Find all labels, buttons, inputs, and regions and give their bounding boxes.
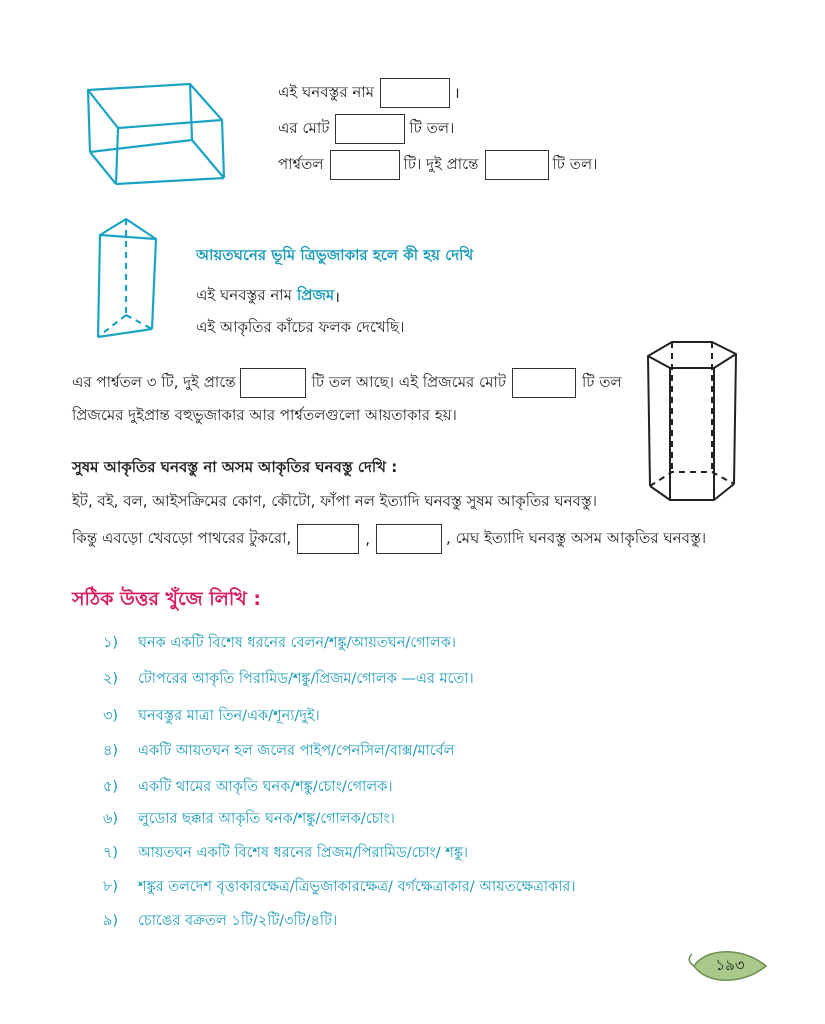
cuboid-side-mid: টি। দুই প্রান্তে (403, 154, 479, 173)
regular-heading: সুষম আকৃতির ঘনবস্তু না অসম আকৃতির ঘনবস্তু দেখি : (72, 458, 398, 476)
cuboid-side-line (278, 150, 598, 180)
prism-heading: আয়তঘনের ভূমি ত্রিভুজাকার হলে কী হয় দেখি (196, 246, 474, 264)
question-5 (103, 776, 393, 800)
question-1 (103, 632, 456, 656)
question-number: ৩) (103, 708, 119, 724)
hexagonal-prism-illustration (640, 336, 745, 516)
irregular-answer-box-1[interactable] (297, 524, 359, 554)
cuboid-total-line (278, 114, 454, 144)
irregular-suffix: , মেঘ ইত্যাদি ঘনবস্তু অসম আকৃতির ঘনবস্তু। (446, 528, 707, 547)
prism-name-label: এই ঘনবস্তুর নাম (196, 286, 292, 304)
cuboid-total-answer-box[interactable] (335, 114, 405, 144)
question-4 (103, 740, 455, 764)
prism-ends-answer-box[interactable] (240, 368, 306, 398)
question-number: ৬) (103, 811, 119, 827)
cuboid-side-suffix: টি তল। (552, 154, 598, 173)
prism-name-value: প্রিজম (297, 286, 335, 304)
question-text: ঘনবস্তুর মাত্রা তিন/এক/শূন্য/দুই। (138, 708, 320, 724)
cuboid-ends-answer-box[interactable] (485, 150, 549, 180)
question-text: টোপরের আকৃতি পিরামিড/শঙ্কু/প্রিজম/গোলক —এর মতো। (138, 671, 474, 687)
cuboid-name-label: এই ঘনবস্তুর নাম (278, 82, 374, 101)
question-6 (103, 808, 395, 832)
irregular-line (72, 524, 706, 554)
regular-line: ইট, বই, বল, আইসক্রিমের কোণ, কৌটো, ফাঁপা নল ইত্যাদি ঘনবস্তু সুষম আকৃতির ঘনবস্তু। (72, 492, 598, 510)
question-9 (103, 910, 337, 934)
prism-name-suffix: । (334, 287, 340, 306)
cuboid-side-answer-box[interactable] (330, 150, 400, 180)
cuboid-total-label: এর মোট (278, 118, 330, 137)
question-text: একটি থামের আকৃতি ঘনক/শঙ্কু/চোং/গোলক। (138, 779, 393, 795)
triangular-prism-illustration (90, 215, 170, 345)
prism-faces-label: এর পার্শ্বতল ৩ টি, দুই প্রান্তে (72, 372, 236, 391)
irregular-comma: , (365, 530, 371, 548)
cuboid-side-label: পার্শ্বতল (278, 154, 324, 173)
question-number: ৯) (103, 913, 119, 929)
answers-heading: সঠিক উত্তর খুঁজে লিখি : (72, 588, 261, 610)
question-3 (103, 705, 320, 729)
prism-faces-suffix: টি তল (582, 372, 622, 391)
question-number: ৫) (103, 779, 119, 795)
question-number: ১) (103, 635, 119, 651)
irregular-label: কিন্তু এবড়ো খেবড়ো পাথরের টুকরো, (72, 528, 292, 547)
prism-name-line (196, 284, 340, 309)
question-text: ঘনক একটি বিশেষ ধরনের বেলন/শঙ্কু/আয়তঘন/গোলক। (138, 635, 456, 651)
prism-total-answer-box[interactable] (512, 368, 576, 398)
prism-polygon-line: প্রিজমের দুইপ্রান্ত বহুভুজাকার আর পার্শ্বতলগুলো আয়তাকার হয়। (72, 406, 457, 424)
question-text: একটি আয়তঘন হল জলের পাইপ/পেনসিল/বাক্স/মার্বেল (138, 743, 455, 759)
cuboid-total-suffix: টি তল। (409, 118, 455, 137)
question-number: ৭) (103, 845, 119, 861)
question-number: ৮) (103, 879, 119, 895)
cuboid-name-answer-box[interactable] (380, 78, 450, 108)
question-2 (103, 668, 474, 692)
prism-glass-line: এই আকৃতির কাঁচের ফলক দেখেছি। (196, 318, 405, 336)
question-number: ২) (103, 671, 119, 687)
question-text: চোঙের বক্রতল ১টি/২টি/৩টি/৪টি। (138, 913, 338, 929)
cuboid-name-suffix: । (454, 84, 460, 102)
cuboid-illustration (80, 80, 240, 190)
question-number: ৪) (103, 743, 119, 759)
prism-faces-line (72, 368, 622, 398)
question-8 (103, 876, 576, 900)
page-number: ১৯৩ (715, 956, 745, 974)
question-text: লুডোর ছক্কার আকৃতি ঘনক/শঙ্কু/গোলক/চোং। (138, 811, 395, 827)
prism-faces-mid: টি তল আছে। এই প্রিজমের মোট (311, 372, 506, 391)
irregular-answer-box-2[interactable] (376, 524, 442, 554)
question-text: আয়তঘন একটি বিশেষ ধরনের প্রিজম/পিরামিড/চোং/ শঙ্কু। (138, 845, 469, 861)
question-7 (103, 842, 468, 866)
question-text: শঙ্কুর তলদেশ বৃত্তাকারক্ষেত্র/ত্রিভুজাকারক্ষেত্র/ বর্গক্ষেত্রাকার/ আয়তক্ষেত্রাকার। (138, 879, 576, 895)
cuboid-name-line (278, 78, 460, 108)
